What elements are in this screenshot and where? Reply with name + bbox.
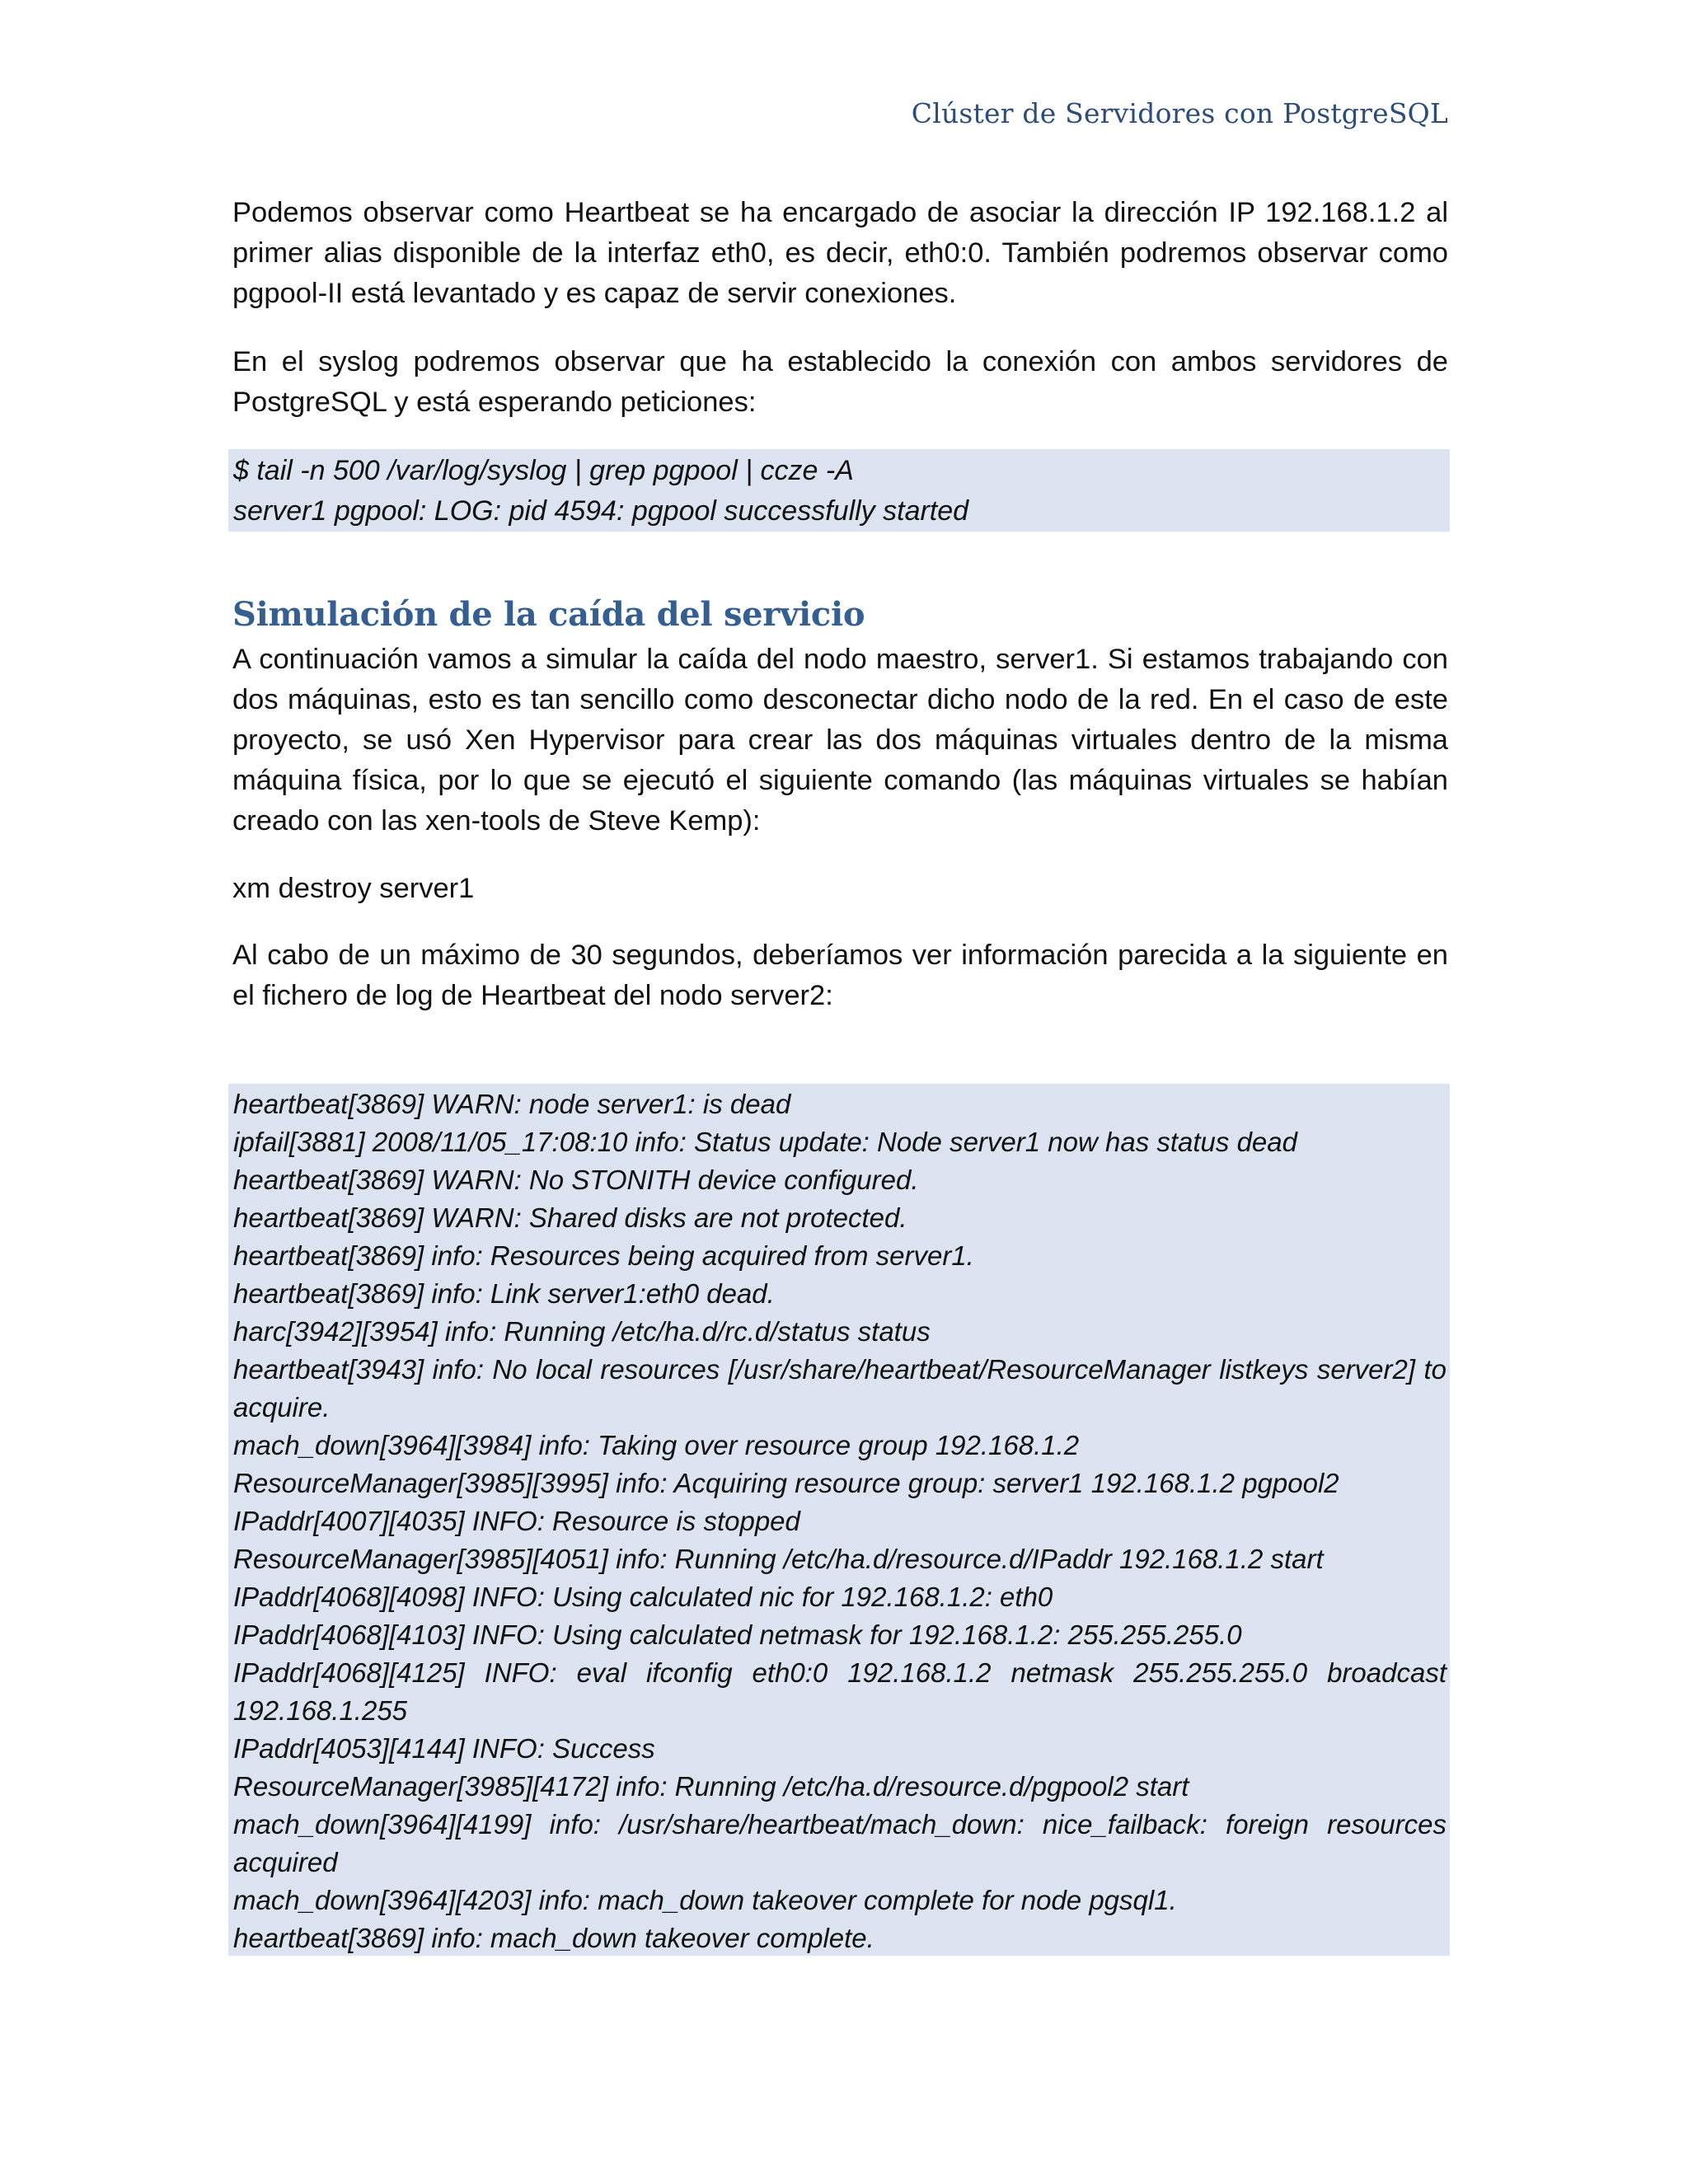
log-line: IPaddr[4068][4125] INFO: eval ifconfig eth0:0 192.168.1.2 netmask 255.255.255.0 broadcast 192.168.1.255 [233, 1657, 1447, 1726]
log-line: heartbeat[3869] WARN: Shared disks are not protected. [233, 1202, 907, 1233]
log-line: ResourceManager[3985][3995] info: Acquiring resource group: server1 192.168.1.2 pgpool2 [233, 1468, 1339, 1498]
log-line: heartbeat[3869] info: mach_down takeover complete. [233, 1923, 874, 1953]
paragraph-command: xm destroy server1 [232, 873, 475, 904]
log-line: mach_down[3964][3984] info: Taking over resource group 192.168.1.2 [233, 1430, 1080, 1460]
log-line: heartbeat[3869] info: Resources being acquired from server1. [233, 1240, 974, 1271]
paragraph-simulation: A continuación vamos a simular la caída del nodo maestro, server1. Si estamos trabajando con dos máquinas, esto es tan sencillo como desconectar dicho nodo de la red. En el caso de este proyecto, se usó Xen Hypervisor para crear las dos máquinas virtuales dentro de la misma máquina física, por lo que se ejecutó el siguiente comando (las máquinas virtuales se habían creado con las xen-tools de Steve Kemp): [232, 644, 1448, 837]
code-line: server1 pgpool: LOG: pid 4594: pgpool successfully started [233, 495, 969, 527]
log-line: heartbeat[3869] WARN: No STONITH device configured. [233, 1165, 919, 1195]
log-line: mach_down[3964][4203] info: mach_down takeover complete for node pgsql1. [233, 1885, 1177, 1915]
code-block-heartbeat-log [228, 1084, 1450, 1956]
log-line: IPaddr[4053][4144] INFO: Success [233, 1733, 655, 1764]
paragraph-ip-alias: Podemos observar como Heartbeat se ha encargado de asociar la dirección IP 192.168.1.2 al primer alias disponible de la interfaz eth0, es decir, eth0:0. También podremos observar como pgpool-II está levantado y es capaz de servir conexiones. [232, 197, 1448, 309]
log-line: ResourceManager[3985][4172] info: Running /etc/ha.d/resource.d/pgpool2 start [233, 1771, 1189, 1802]
paragraph-log-intro: Al cabo de un máximo de 30 segundos, deberíamos ver información parecida a la siguiente en el fichero de log de Heartbeat del nodo server2: [232, 940, 1448, 1011]
code-line: $ tail -n 500 /var/log/syslog | grep pgpool | ccze -A [233, 455, 854, 486]
log-line: heartbeat[3869] info: Link server1:eth0 dead. [233, 1278, 775, 1309]
log-line: IPaddr[4068][4098] INFO: Using calculated nic for 192.168.1.2: eth0 [233, 1582, 1053, 1612]
section-heading: Simulación de la caída del servicio [232, 595, 865, 634]
log-line: harc[3942][3954] info: Running /etc/ha.d/rc.d/status status [233, 1316, 931, 1347]
code-block-syslog [228, 449, 1450, 532]
log-line: ipfail[3881] 2008/11/05_17:08:10 info: Status update: Node server1 now has status dead [233, 1127, 1297, 1157]
paragraph-syslog: En el syslog podremos observar que ha establecido la conexión con ambos servidores de PostgreSQL y está esperando peticiones: [232, 346, 1448, 418]
log-line: IPaddr[4007][4035] INFO: Resource is stopped [233, 1506, 800, 1536]
log-line: heartbeat[3943] info: No local resources [/usr/share/heartbeat/ResourceManager listkeys server2] to acquire. [233, 1354, 1447, 1422]
log-line: heartbeat[3869] WARN: node server1: is dead [233, 1089, 791, 1119]
log-line: ResourceManager[3985][4051] info: Running /etc/ha.d/resource.d/IPaddr 192.168.1.2 start [233, 1544, 1324, 1574]
log-line: IPaddr[4068][4103] INFO: Using calculated netmask for 192.168.1.2: 255.255.255.0 [233, 1619, 1242, 1650]
running-header: Clúster de Servidores con PostgreSQL [911, 97, 1448, 129]
log-line: mach_down[3964][4199] info: /usr/share/heartbeat/mach_down: nice_failback: foreign resources acquired [233, 1809, 1447, 1877]
